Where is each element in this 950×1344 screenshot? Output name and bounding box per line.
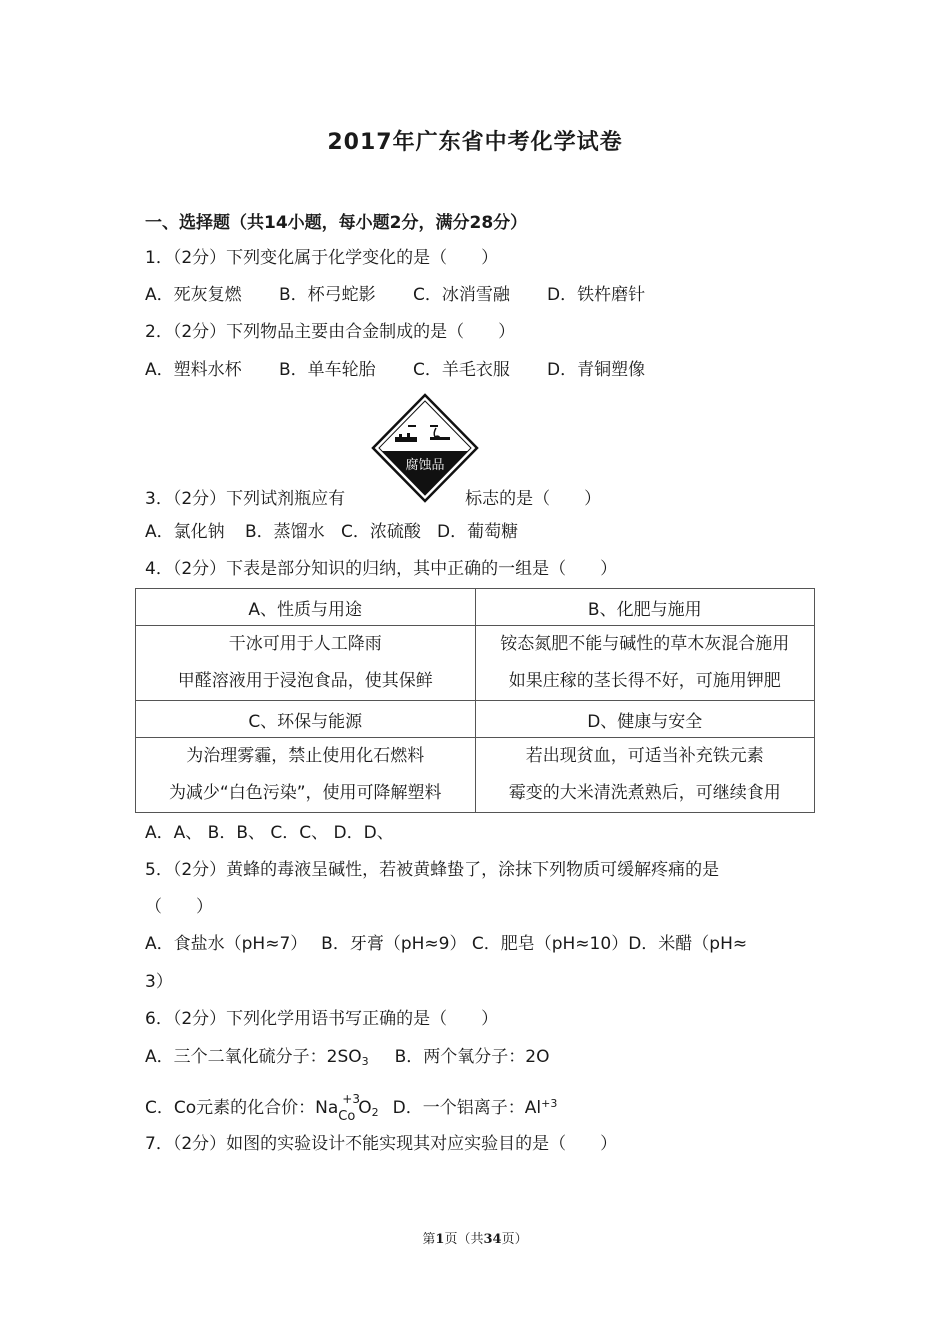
table-cell-a-body [136, 626, 476, 701]
question-5-options-cont: 3） [145, 972, 173, 992]
page-footer: 第1页（共34页） [422, 1232, 528, 1247]
q3-option-c: C．浓硫酸 [341, 522, 421, 542]
table-c-line2: 为减少“白色污染”，使用可降解塑料 [168, 783, 442, 803]
q3-stem-before: 3．（2分）下列试剂瓶应有 [145, 489, 346, 509]
table-c-line1: 为治理雾霾，禁止使用化石燃料 [186, 746, 425, 766]
table-a-line1: 干冰可用于人工降雨 [228, 634, 382, 654]
question-1-options [145, 283, 645, 307]
q6-option-a: A．三个二氧化硫分子：$2SO_3$ [145, 1047, 369, 1068]
q2-option-c: C．羊毛衣服 [413, 360, 510, 380]
table-cell-b-body [475, 626, 815, 701]
q2-option-b: B．单车轮胎 [279, 360, 376, 380]
question-2-options [145, 358, 645, 382]
q1-option-b: B．杯弓蛇影 [279, 285, 376, 305]
q3-option-d: D．葡萄糖 [437, 522, 519, 542]
knowledge-table [135, 588, 815, 813]
q6-option-c: C．Co元素的化合价：Na +3 Co $O_2$ [145, 1092, 379, 1124]
table-cell-d-body [475, 738, 815, 813]
sign-label: 腐蚀品 [405, 458, 445, 473]
table-b-line2: 如果庄稼的茎长得不好，可施用钾肥 [508, 671, 781, 691]
table-b-line1: 铵态氮肥不能与碱性的草木灰混合施用 [500, 634, 790, 654]
question-2-stem: 2．（2分）下列物品主要由合金制成的是（ ） [145, 322, 516, 342]
q1-option-c: C．冰消雪融 [413, 285, 510, 305]
question-7-stem: 7．（2分）如图的实验设计不能实现其对应实验目的是（ ） [145, 1134, 618, 1154]
page-title: 2017年广东省中考化学试卷 [327, 130, 623, 155]
q1-option-a: A．死灰复燃 [145, 285, 242, 305]
question-5-stem-cont: （ ） [145, 897, 213, 917]
q1-option-d: D．铁杵磨针 [547, 285, 646, 305]
question-3-stem [145, 487, 601, 511]
current-page-number: 1 [435, 1232, 445, 1247]
question-1-stem: 1．（2分）下列变化属于化学变化的是（ ） [145, 248, 499, 268]
question-6-options-ab [145, 1045, 549, 1074]
table-cell-d-head: D、健康与安全 [475, 701, 815, 738]
question-4-stem: 4．（2分）下表是部分知识的归纳，其中正确的一组是（ ） [145, 559, 618, 579]
q2-option-a: A．塑料水杯 [145, 360, 242, 380]
q3-stem-after: 标志的是（ ） [465, 489, 602, 509]
table-a-line2: 甲醛溶液用于浸泡食品，使其保鲜 [177, 671, 433, 691]
q6-option-b: B．两个氧分子：2O [394, 1047, 550, 1067]
question-6-options-cd [145, 1092, 557, 1125]
table-d-line2: 霉变的大米清洗煮熟后，可继续食用 [508, 783, 781, 803]
question-4-options: A．A、 B．B、 C．C、 D．D、 [145, 823, 394, 843]
question-5-options: A．食盐水（pH≈7） B．牙膏（pH≈9） C．肥皂（pH≈10）D．米醋（pH≈ [145, 934, 748, 954]
table-cell-b-head: B、化肥与施用 [475, 589, 815, 626]
question-5-stem: 5．（2分）黄蜂的毒液呈碱性，若被黄蜂蛰了，涂抹下列物质可缓解疼痛的是 [145, 860, 720, 880]
table-cell-c-head: C、环保与能源 [136, 701, 476, 738]
q3-option-b: B．蒸馏水 [245, 522, 325, 542]
table-d-line1: 若出现贫血，可适当补充铁元素 [525, 746, 764, 766]
question-3-options [145, 520, 518, 544]
question-6-stem: 6．（2分）下列化学用语书写正确的是（ ） [145, 1009, 499, 1029]
q6-option-d: D．一个铝离子：$Al^{+3}$ [392, 1097, 558, 1118]
table-cell-a-head: A、性质与用途 [136, 589, 476, 626]
q3-option-a: A．氯化钠 [145, 522, 225, 542]
q2-option-d: D．青铜塑像 [547, 360, 646, 380]
total-page-count: 34 [483, 1232, 502, 1247]
section-heading: 一、选择题（共14小题，每小题2分，满分28分） [145, 213, 528, 233]
table-cell-c-body [136, 738, 476, 813]
